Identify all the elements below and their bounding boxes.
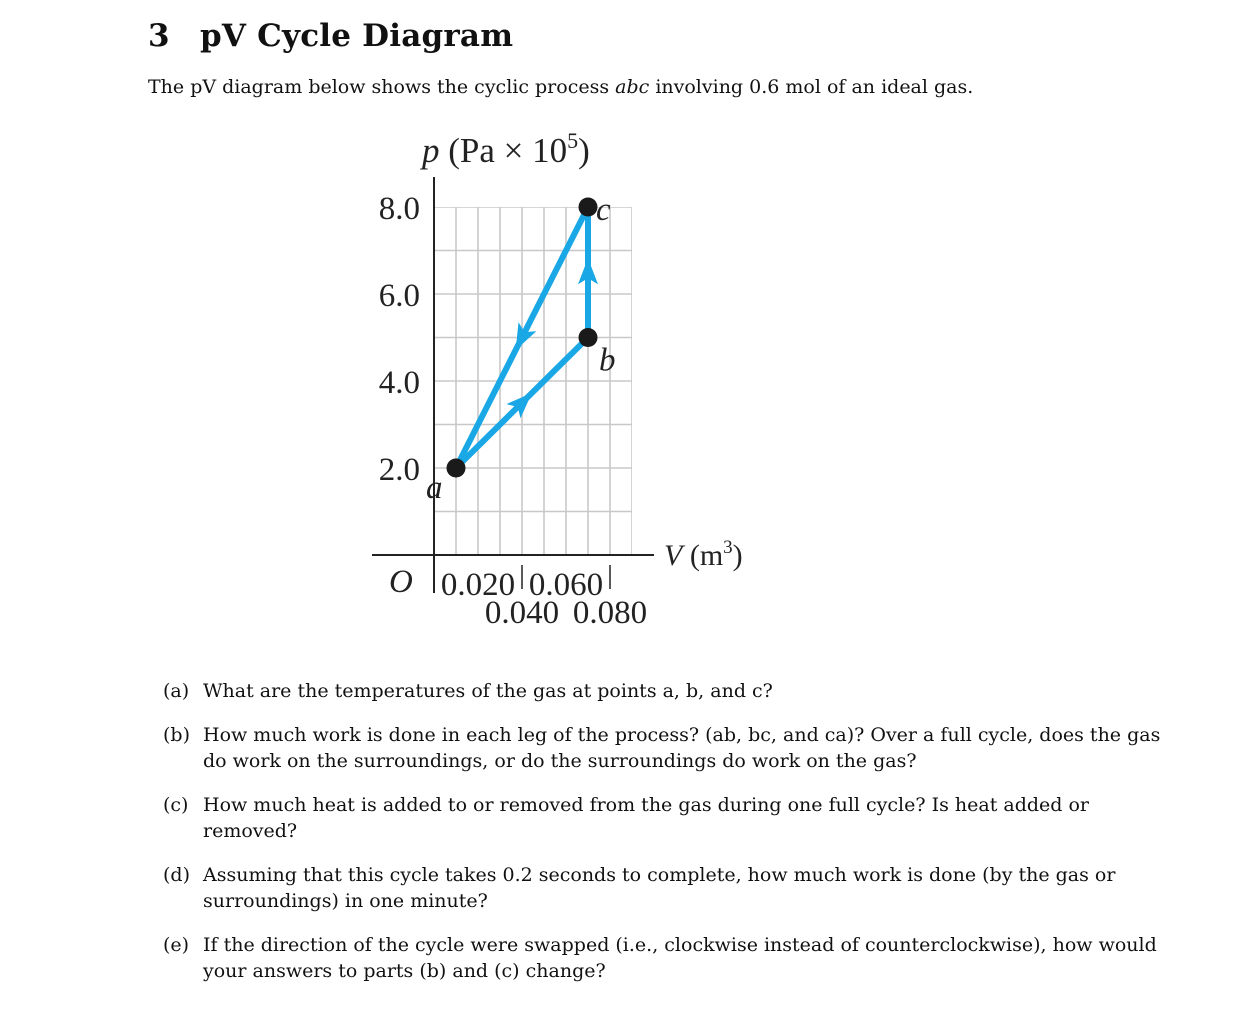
question-list (163, 678, 1183, 1002)
y-axis-exponent: 5 (567, 128, 579, 153)
question-label: (c) (163, 794, 189, 816)
y-axis-unit: (Pa × 10 (439, 131, 568, 170)
question-text: What are the temperatures of the gas at points a, b, and c? (203, 680, 773, 702)
grid (434, 207, 632, 555)
x-axis-symbol: V (664, 539, 683, 572)
y-tick-label: 2.0 (378, 452, 420, 488)
question-d (163, 862, 1183, 914)
intro-text-after: involving 0.6 mol of an ideal gas. (649, 76, 974, 98)
y-tick-label: 8.0 (378, 191, 420, 227)
x-axis-close: ) (732, 539, 743, 572)
x-tick-label: 0.080 (572, 595, 648, 631)
question-label: (a) (163, 680, 190, 702)
question-text: How much work is done in each leg of the process? (ab, bc, and ca)? Over a full cycle, does the gas do work on the surroundings, or do the surroundings do work on the gas? (203, 724, 1161, 772)
question-text: If the direction of the cycle were swapped (i.e., clockwise instead of counterclockwise), how would your answers to parts (b) and (c) change? (203, 934, 1157, 982)
intro-text-before: The pV diagram below shows the cyclic process (148, 76, 616, 98)
x-axis-unit: (m (682, 539, 724, 572)
x-axis-exponent: 3 (723, 537, 733, 558)
point-c-marker (579, 198, 598, 217)
question-label: (d) (163, 864, 190, 886)
question-b (163, 722, 1183, 774)
y-axis-label (419, 128, 590, 170)
y-axis-close: ) (578, 131, 590, 170)
point-a-label: a (426, 470, 443, 506)
point-c-label: c (596, 192, 611, 228)
x-tick-labels (441, 567, 647, 631)
x-tick-label: 0.040 (484, 595, 560, 631)
point-b-label: b (599, 342, 616, 379)
y-axis-symbol: p (422, 131, 440, 170)
x-axis-label (664, 537, 743, 572)
question-label: (b) (163, 724, 190, 746)
question-c (163, 792, 1183, 844)
question-label: (e) (163, 934, 190, 956)
pv-diagram (0, 120, 1000, 640)
point-a-marker (447, 459, 466, 478)
y-tick-label: 6.0 (378, 278, 420, 314)
question-text: Assuming that this cycle takes 0.2 seconds to complete, how much work is done (by the gas or surroundings) in one minute? (203, 864, 1116, 912)
question-e (163, 932, 1183, 984)
y-tick-labels (379, 191, 420, 488)
question-a (163, 678, 1183, 704)
y-tick-label: 4.0 (378, 365, 420, 401)
question-text: How much heat is added to or removed from the gas during one full cycle? Is heat added or removed? (203, 794, 1089, 842)
intro-process-name: abc (615, 76, 650, 98)
section-heading (148, 18, 513, 54)
intro-paragraph (148, 76, 973, 98)
section-number: 3 (148, 18, 170, 54)
origin-label: O (389, 564, 413, 600)
x-tick-label: 0.060 (528, 567, 604, 603)
point-b-marker (579, 328, 598, 347)
section-title: pV Cycle Diagram (200, 18, 514, 54)
x-tick-label: 0.020 (440, 567, 516, 603)
